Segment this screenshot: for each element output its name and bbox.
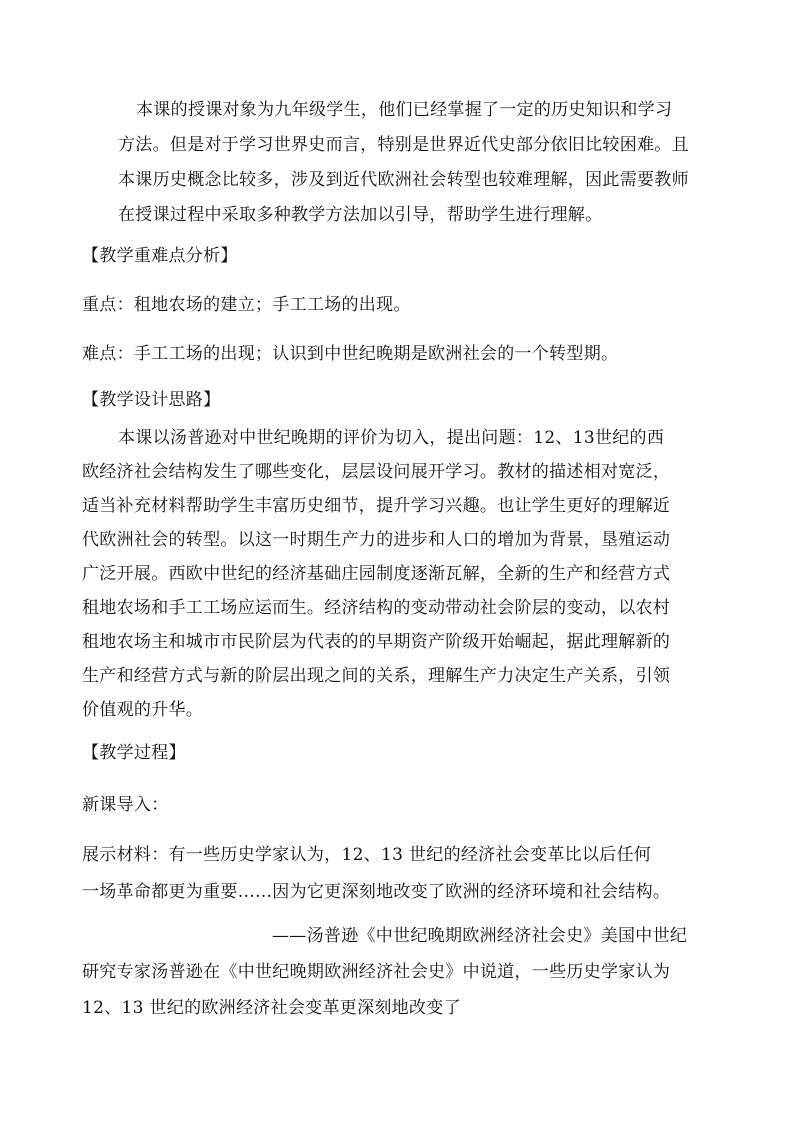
key-point-text: 重点：租地农场的建立；手工工场的出现。 [82, 295, 411, 315]
section-heading-process: 【教学过程】 [82, 743, 186, 763]
design-line-7: 租地农场主和城市市民阶层为代表的的早期资产阶级开始崛起，据此理解新的 [82, 632, 671, 652]
design-line-6: 租地农场和手工工场应运而生。经济结构的变动带动社会阶层的变动，以农村 [82, 598, 671, 618]
difficulty-text: 难点：手工工场的出现；认识到中世纪晚期是欧洲社会的一个转型期。 [82, 344, 619, 364]
design-line-1: 本课以汤普逊对中世纪晚期的评价为切入，提出问题：12、13世纪的西 [118, 428, 665, 448]
design-line-4: 代欧洲社会的转型。以这一时期生产力的进步和人口的增加为背景，垦殖运动 [82, 530, 671, 550]
intro-line-4: 在授课过程中采取多种教学方法加以引导，帮助学生进行理解。 [118, 205, 603, 225]
design-line-8: 生产和经营方式与新的阶层出现之间的关系，理解生产力决定生产关系，引领 [82, 666, 671, 686]
section-heading-design: 【教学设计思路】 [82, 390, 221, 410]
design-line-5: 广泛开展。西欧中世纪的经济基础庄园制度逐渐瓦解，全新的生产和经营方式 [82, 564, 671, 584]
section-heading-key-points: 【教学重难点分析】 [82, 246, 238, 266]
tail-line-2: 12、13 世纪的欧洲经济社会变革更深刻地改变了 [82, 998, 461, 1018]
tail-line-1: 研究专家汤普逊在《中世纪晚期欧洲经济社会史》中说道，一些历史学家认为 [82, 962, 671, 982]
design-line-2: 欧经济社会结构发生了哪些变化，层层设问展开学习。教材的描述相对宽泛， [82, 462, 671, 482]
lead-in-label: 新课导入： [82, 795, 169, 815]
design-line-3: 适当补充材料帮助学生丰富历史细节，提升学习兴趣。也让学生更好的理解近 [82, 496, 671, 516]
material-line-1: 展示材料：有一些历史学家认为，12、13 世纪的经济社会变革比以后任何 [82, 845, 652, 865]
citation-line: ——汤普逊《中世纪晚期欧洲经济社会史》美国中世纪 [272, 926, 688, 946]
intro-line-1: 本课的授课对象为九年级学生，他们已经掌握了一定的历史知识和学习 [136, 100, 673, 120]
material-line-2: 一场革命都更为重要……因为它更深刻地改变了欧洲的经济环境和社会结构。 [82, 882, 671, 902]
intro-line-3: 本课历史概念比较多，涉及到近代欧洲社会转型也较难理解，因此需要教师 [118, 170, 689, 190]
intro-line-2: 方法。但是对于学习世界史而言，特别是世界近代史部分依旧比较困难。且 [118, 135, 689, 155]
design-line-9: 价值观的升华。 [82, 700, 204, 720]
